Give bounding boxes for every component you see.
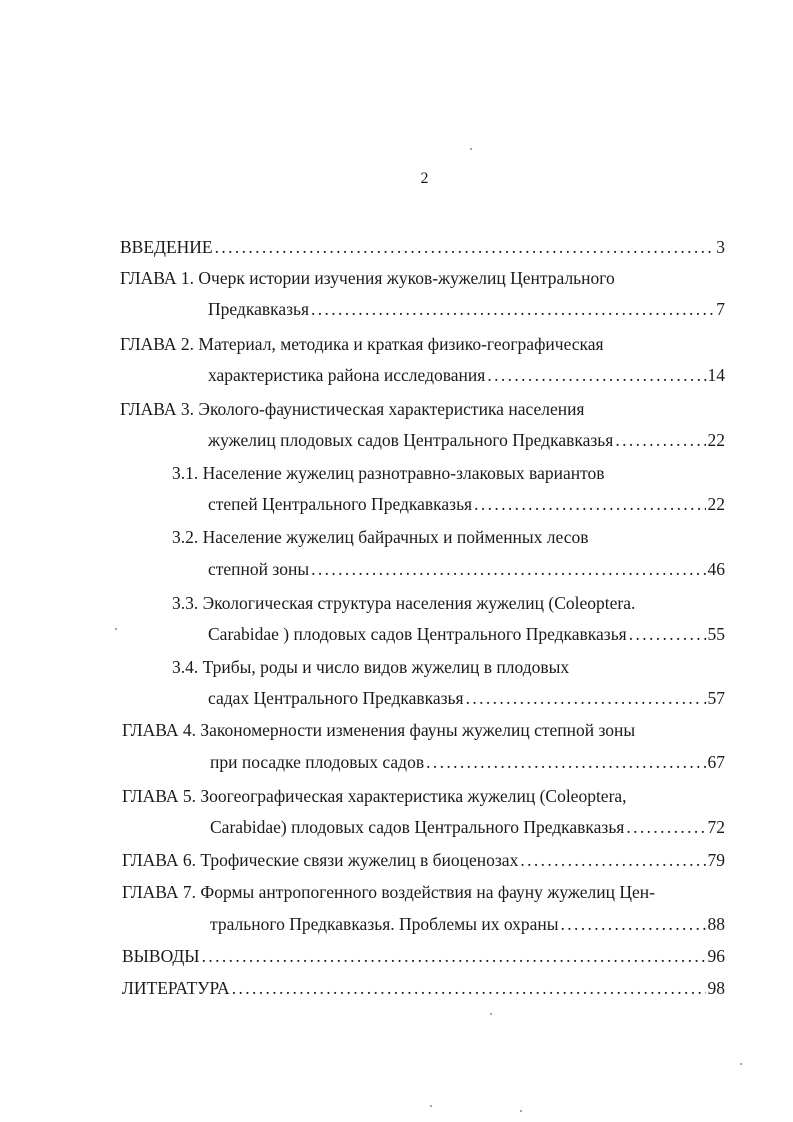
- toc-leader: [426, 751, 705, 773]
- scan-speck: [490, 1013, 492, 1015]
- toc-title: ВЫВОДЫ: [122, 946, 200, 966]
- toc-title: ГЛАВА 6. Трофические связи жужелиц в биоценозах: [122, 850, 519, 870]
- toc-entry-s34-line1[interactable]: 3.4. Трибы, роды и число видов жужелиц в плодовых: [172, 657, 570, 677]
- toc-leader: [466, 687, 702, 709]
- scan-speck: [740, 1063, 742, 1065]
- toc-entry-ch1-line1[interactable]: ГЛАВА 1. Очерк истории изучения жуков-жужелиц Центрального: [120, 268, 615, 288]
- toc-leader: [615, 429, 705, 451]
- toc-title: садах Центрального Предкавказья: [208, 688, 464, 708]
- toc-entry-s32-line2[interactable]: [208, 558, 725, 580]
- toc-page: 46: [707, 559, 725, 579]
- toc-page: 72: [707, 817, 725, 837]
- scan-speck: [520, 1110, 522, 1112]
- toc-leader: [626, 816, 705, 838]
- toc-page: 22: [707, 430, 725, 450]
- toc-page: 79: [707, 850, 725, 870]
- toc-page: 98: [707, 978, 725, 998]
- toc-leader: [232, 977, 706, 999]
- toc-title: Предкавказья: [208, 299, 310, 319]
- toc-entry-ch5-line1[interactable]: ГЛАВА 5. Зоогеографическая характеристика жужелиц (Coleoptera,: [122, 786, 627, 806]
- toc-leader: [561, 913, 706, 935]
- toc-entry-s33-line2[interactable]: [208, 623, 725, 645]
- page-number: 2: [420, 170, 429, 187]
- toc-entry-s32-line1[interactable]: 3.2. Население жужелиц байрачных и пойменных лесов: [172, 527, 589, 547]
- toc-title: ЛИТЕРАТУРА: [122, 978, 230, 998]
- toc-entry-literature[interactable]: [122, 977, 725, 999]
- toc-entry-ch3-line1[interactable]: ГЛАВА 3. Эколого-фаунистическая характеристика населения: [120, 399, 585, 419]
- toc-page: 96: [707, 946, 725, 966]
- toc-title: характеристика района исследования: [208, 365, 486, 385]
- toc-title: Carabidae ) плодовых садов Центрального Предкавказья: [208, 624, 627, 644]
- toc-entry-ch1-line2[interactable]: [208, 298, 725, 320]
- toc-entry-ch2-line1[interactable]: ГЛАВА 2. Материал, методика и краткая физико-географическая: [120, 334, 604, 354]
- toc-page: 7: [716, 299, 725, 319]
- toc-page: .14: [703, 365, 725, 385]
- toc-entry-ch2-line2[interactable]: [208, 364, 725, 386]
- toc-page: 3: [716, 237, 725, 257]
- toc-page: 88: [707, 914, 725, 934]
- toc-entry-s33-line1[interactable]: 3.3. Экологическая структура населения жужелиц (Coleoptera.: [172, 593, 636, 613]
- toc-title: трального Предкавказья. Проблемы их охраны: [210, 914, 559, 934]
- scan-speck: [470, 148, 472, 150]
- toc-entry-conclusions[interactable]: [122, 945, 725, 967]
- toc-leader: [311, 298, 714, 320]
- toc-entry-intro[interactable]: [120, 236, 725, 258]
- toc-leader: [487, 364, 701, 386]
- toc-title: ВВЕДЕНИЕ: [120, 237, 213, 257]
- scan-speck: [430, 1105, 432, 1107]
- toc-page: 67: [707, 752, 725, 772]
- toc-entry-ch6[interactable]: [122, 849, 725, 871]
- toc-page: .55: [703, 624, 725, 644]
- toc-title: при посадке плодовых садов: [210, 752, 425, 772]
- toc-entry-ch3-line2[interactable]: [208, 429, 725, 451]
- toc-leader: [474, 493, 705, 515]
- toc-leader: [311, 558, 705, 580]
- toc-entry-s31-line2[interactable]: [208, 493, 725, 515]
- toc-entry-s34-line2[interactable]: [208, 687, 725, 709]
- scan-speck: [115, 628, 117, 630]
- toc-entry-ch4-line2[interactable]: [210, 751, 725, 773]
- toc-title: степей Центрального Предкавказья: [208, 494, 473, 514]
- toc-entry-ch7-line2[interactable]: [210, 913, 725, 935]
- toc-entry-ch4-line1[interactable]: ГЛАВА 4. Закономерности изменения фауны жужелиц степной зоны: [122, 720, 636, 740]
- toc-entry-s31-line1[interactable]: 3.1. Население жужелиц разнотравно-злаковых вариантов: [172, 463, 605, 483]
- toc-entry-ch7-line1[interactable]: ГЛАВА 7. Формы антропогенного воздействия на фауну жужелиц Цен-: [122, 882, 655, 902]
- toc-leader: [215, 236, 715, 258]
- toc-leader: [629, 623, 701, 645]
- toc-title: степной зоны: [208, 559, 310, 579]
- toc-page: .57: [703, 688, 725, 708]
- toc-leader: [520, 849, 705, 871]
- toc-page: 22: [707, 494, 725, 514]
- toc-title: жужелиц плодовых садов Центрального Предкавказья: [208, 430, 614, 450]
- toc-entry-ch5-line2[interactable]: [210, 816, 725, 838]
- toc-title: Carabidae) плодовых садов Центрального Предкавказья: [210, 817, 625, 837]
- toc-leader: [202, 945, 706, 967]
